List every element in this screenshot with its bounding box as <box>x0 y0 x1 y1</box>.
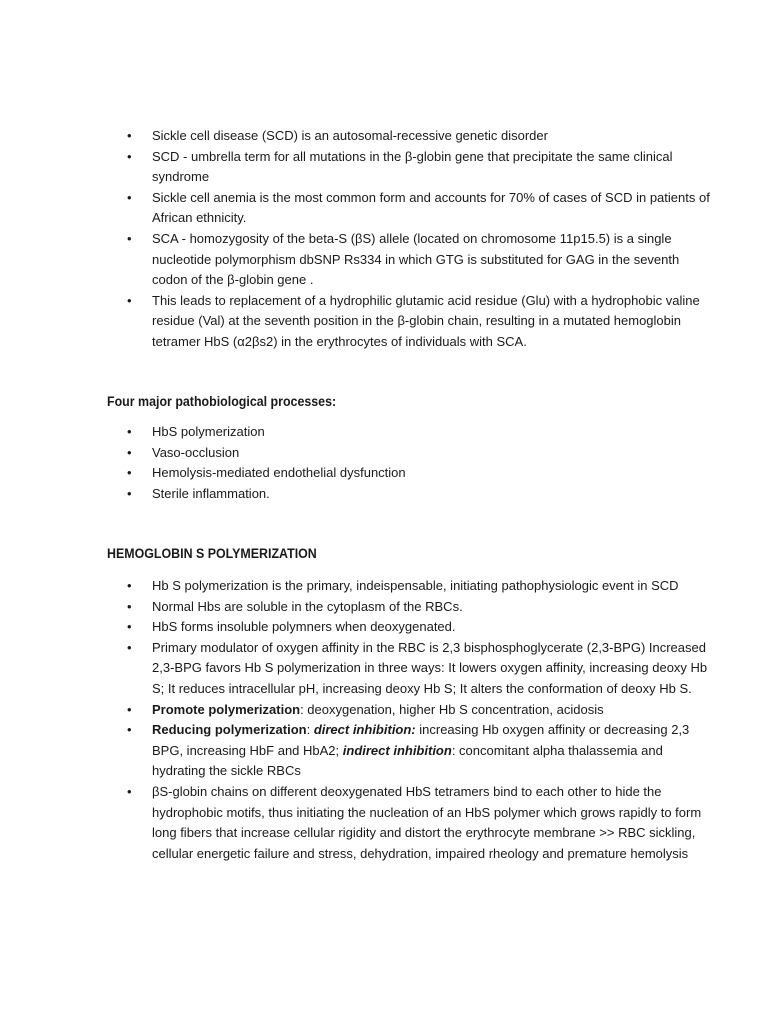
bullet-icon: • <box>127 701 132 717</box>
bullet-icon: • <box>127 783 132 799</box>
bullet-icon: • <box>127 619 132 635</box>
bullet-icon: • <box>127 189 132 205</box>
bullet-icon: • <box>127 128 132 143</box>
list-item <box>0 576 768 597</box>
bullet-icon: • <box>127 598 132 614</box>
indirect-inhibition-label: indirect inhibition <box>342 742 452 758</box>
bullet-icon: • <box>127 444 132 460</box>
polymerization-section <box>0 576 768 864</box>
list-item <box>0 484 768 505</box>
list-item <box>0 147 768 188</box>
promote-item <box>0 700 768 721</box>
reducing-separator: : <box>306 722 314 738</box>
list-item-text: HbS forms insoluble polymners when deoxygenated. <box>152 619 456 635</box>
reducing-item <box>0 720 768 782</box>
list-item-text: SCD - umbrella term for all mutations in the β-globin gene that precipitate the same clinical syndrome <box>152 148 673 185</box>
bullet-icon: • <box>127 578 132 593</box>
bullet-icon: • <box>127 722 132 738</box>
processes-heading: Four major pathobiological processes: <box>107 394 337 409</box>
list-item-text: Sickle cell disease (SCD) is an autosomal-recessive genetic disorder <box>152 128 548 143</box>
list-item <box>0 463 768 484</box>
intro-section <box>0 126 768 353</box>
direct-inhibition-label: direct inhibition: <box>313 722 416 738</box>
list-item-text: Primary modulator of oxygen affinity in the RBC is 2,3 bisphosphoglycerate (2,3-BPG) Increased 2,3-BPG favors Hb S polymerization in three ways: It lowers oxygen affinity, increasing deoxy Hb S; It reduces intracellular pH, increasing deoxy Hb S; It alters the conformation of deoxy Hb S. <box>152 639 708 696</box>
list-item-text: βS-globin chains on different deoxygenated HbS tetramers bind to each other to hide the hydrophobic motifs, thus initiating the nucleation of an HbS polymer which grows rapidly to form long fibers that increase cellular rigidity and distort the erythrocyte membrane >> RBC sickling, cellular energetic failure and stress, dehydration, impaired rheology and premature hemolysis <box>152 783 702 861</box>
list-item-text: SCA - homozygosity of the beta-S (βS) allele (located on chromosome 11p15.5) is a single nucleotide polymorphism dbSNP Rs334 in which GTG is substituted for GAG in the seventh codon of the β-globin gene . <box>152 230 680 288</box>
bullet-icon: • <box>127 230 132 246</box>
bullet-icon: • <box>127 424 132 439</box>
list-item-text: Normal Hbs are soluble in the cytoplasm of the RBCs. <box>152 598 463 614</box>
list-item-text: This leads to replacement of a hydrophilic glutamic acid residue (Glu) with a hydrophobic valine residue (Val) at the seventh position in the β-globin chain, resulting in a mutated hemoglobin tetramer HbS (α2βs2) in the erythrocytes of individuals with SCA. <box>152 292 700 349</box>
promote-text: : deoxygenation, higher Hb S concentration, acidosis <box>300 701 604 717</box>
bullet-icon: • <box>127 639 132 655</box>
list-item <box>0 443 768 464</box>
indirect-inhibition-text: : concomitant alpha thalassemia and hydrating the sickle RBCs <box>152 742 663 779</box>
promote-label: Promote polymerization <box>152 701 301 717</box>
list-item <box>0 638 768 700</box>
list-item <box>0 291 768 353</box>
list-item <box>0 229 768 291</box>
list-item <box>0 782 768 864</box>
list-item <box>0 617 768 638</box>
list-item-text: Sickle cell anemia is the most common form and accounts for 70% of cases of SCD in patients of African ethnicity. <box>152 189 710 226</box>
list-item-text: Hemolysis-mediated endothelial dysfunction <box>152 465 406 481</box>
bullet-icon: • <box>127 465 132 481</box>
bullet-icon: • <box>127 292 132 308</box>
bullet-icon: • <box>127 148 132 164</box>
bullet-icon: • <box>127 485 132 501</box>
list-item-text: Vaso-occlusion <box>152 444 240 460</box>
list-item <box>0 188 768 229</box>
processes-section <box>0 422 768 504</box>
polymerization-heading: HEMOGLOBIN S POLYMERIZATION <box>107 546 317 561</box>
list-item <box>0 126 768 147</box>
reducing-label: Reducing polymerization <box>152 722 307 738</box>
polymerization-list <box>0 576 768 864</box>
list-item <box>0 422 768 443</box>
list-item-text: Hb S polymerization is the primary, indeispensable, initiating pathophysiologic event in SCD <box>152 578 679 593</box>
list-item <box>0 597 768 618</box>
processes-list <box>0 422 768 504</box>
list-item-text: HbS polymerization <box>152 424 265 439</box>
list-item-text: Sterile inflammation. <box>152 485 270 501</box>
intro-list <box>0 126 768 353</box>
direct-inhibition-text: increasing Hb oxygen affinity or decreasing 2,3 BPG, increasing HbF and HbA2; <box>152 722 690 758</box>
